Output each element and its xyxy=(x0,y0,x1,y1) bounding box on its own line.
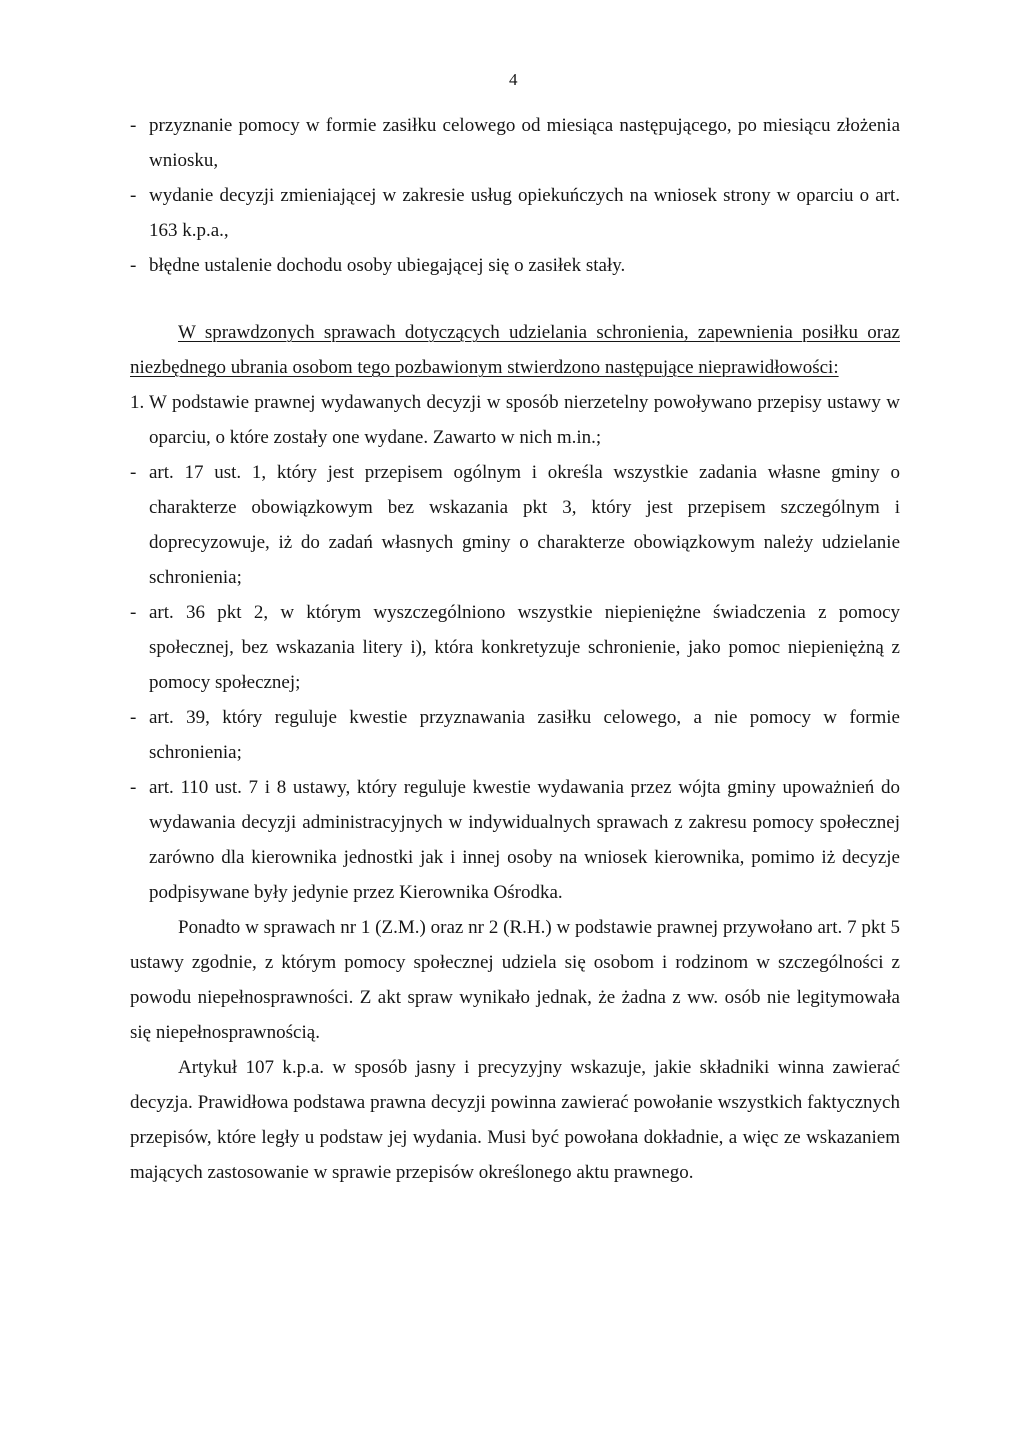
paragraph-art-107: Artykuł 107 k.p.a. w sposób jasny i precyzyjny wskazuje, jakie składniki winna zawierać decyzja. Prawidłowa podstawa prawna decyzji powinna zawierać powołanie wszystkich faktycznych przepisów, które legły u podstaw jej wydania. Musi być powołana dokładnie, a więc ze wskazaniem mających zastosowanie w sprawie przepisów określonego aktu prawnego. xyxy=(130,1057,900,1183)
bullet-text: wydanie decyzji zmieniającej w zakresie usług opiekuńczych na wniosek strony w oparciu o art. 163 k.p.a., xyxy=(149,185,900,241)
item-number: 1. xyxy=(130,392,145,413)
paragraph-disability: Ponadto w sprawach nr 1 (Z.M.) oraz nr 2 (R.H.) w podstawie prawnej przywołano art. 7 pkt 5 ustawy zgodnie, z którym pomocy społecznej udziela się osobom i rodzinom w szczególności z powodu niepełnosprawności. Z akt spraw wynikało jednak, że żadna z ww. osób nie legitymowała się niepełnosprawnością. xyxy=(130,917,900,1043)
sub-bullet-text: art. 39, który reguluje kwestie przyznawania zasiłku celowego, a nie pomocy w formie schronienia; xyxy=(149,707,900,763)
page-number: 4 xyxy=(509,70,518,89)
bullet-item-2 xyxy=(130,178,900,248)
findings-intro: W sprawdzonych sprawach dotyczących udzielania schronienia, zapewnienia posiłku oraz niezbędnego ubrania osobom tego pozbawionym stwierdzono następujące nieprawidłowości: xyxy=(130,322,900,378)
dash-marker: - xyxy=(130,115,137,136)
dash-marker: - xyxy=(130,462,137,483)
document-body xyxy=(130,108,900,1190)
bullet-text: błędne ustalenie dochodu osoby ubiegającej się o zasiłek stały. xyxy=(149,255,626,276)
item-text: W podstawie prawnej wydawanych decyzji w sposób nierzetelny powoływano przepisy ustawy w oparciu, o które zostały one wydane. Zawarto w nich m.in.; xyxy=(149,392,900,448)
sub-bullet-art-110 xyxy=(130,770,900,910)
bullet-item-3 xyxy=(130,248,900,283)
sub-bullet-text: art. 17 ust. 1, który jest przepisem ogólnym i określa wszystkie zadania własne gminy o charakterze obowiązkowym bez wskazania pkt 3, który jest przepisem szczególnym i doprecyzowuje, iż do zadań własnych gminy o charakterze obowiązkowym należy udzielanie schronienia; xyxy=(149,462,900,588)
sub-bullet-text: art. 110 ust. 7 i 8 ustawy, który reguluje kwestie wydawania przez wójta gminy upoważnień do wydawania decyzji administracyjnych w indywidualnych sprawach z zakresu pomocy społecznej zarówno dla kierownika jednostki jak i innej osoby na wniosek kierownika, pomimo iż decyzje podpisywane były jedynie przez Kierownika Ośrodka. xyxy=(149,777,900,903)
sub-bullet-text: art. 36 pkt 2, w którym wyszczególniono wszystkie niepieniężne świadczenia z pomocy społecznej, bez wskazania litery i), która konkretyzuje schronienie, jako pomoc niepieniężną z pomocy społecznej; xyxy=(149,602,900,693)
sub-bullet-art-39 xyxy=(130,700,900,770)
dash-marker: - xyxy=(130,255,137,276)
numbered-item-1 xyxy=(130,385,900,455)
sub-bullet-art-17 xyxy=(130,455,900,595)
dash-marker: - xyxy=(130,777,137,798)
bullet-item-1 xyxy=(130,108,900,178)
dash-marker: - xyxy=(130,185,137,206)
dash-marker: - xyxy=(130,602,137,623)
dash-marker: - xyxy=(130,707,137,728)
bullet-text: przyznanie pomocy w formie zasiłku celowego od miesiąca następującego, po miesiącu złożenia wniosku, xyxy=(149,115,900,171)
sub-bullet-art-36 xyxy=(130,595,900,700)
